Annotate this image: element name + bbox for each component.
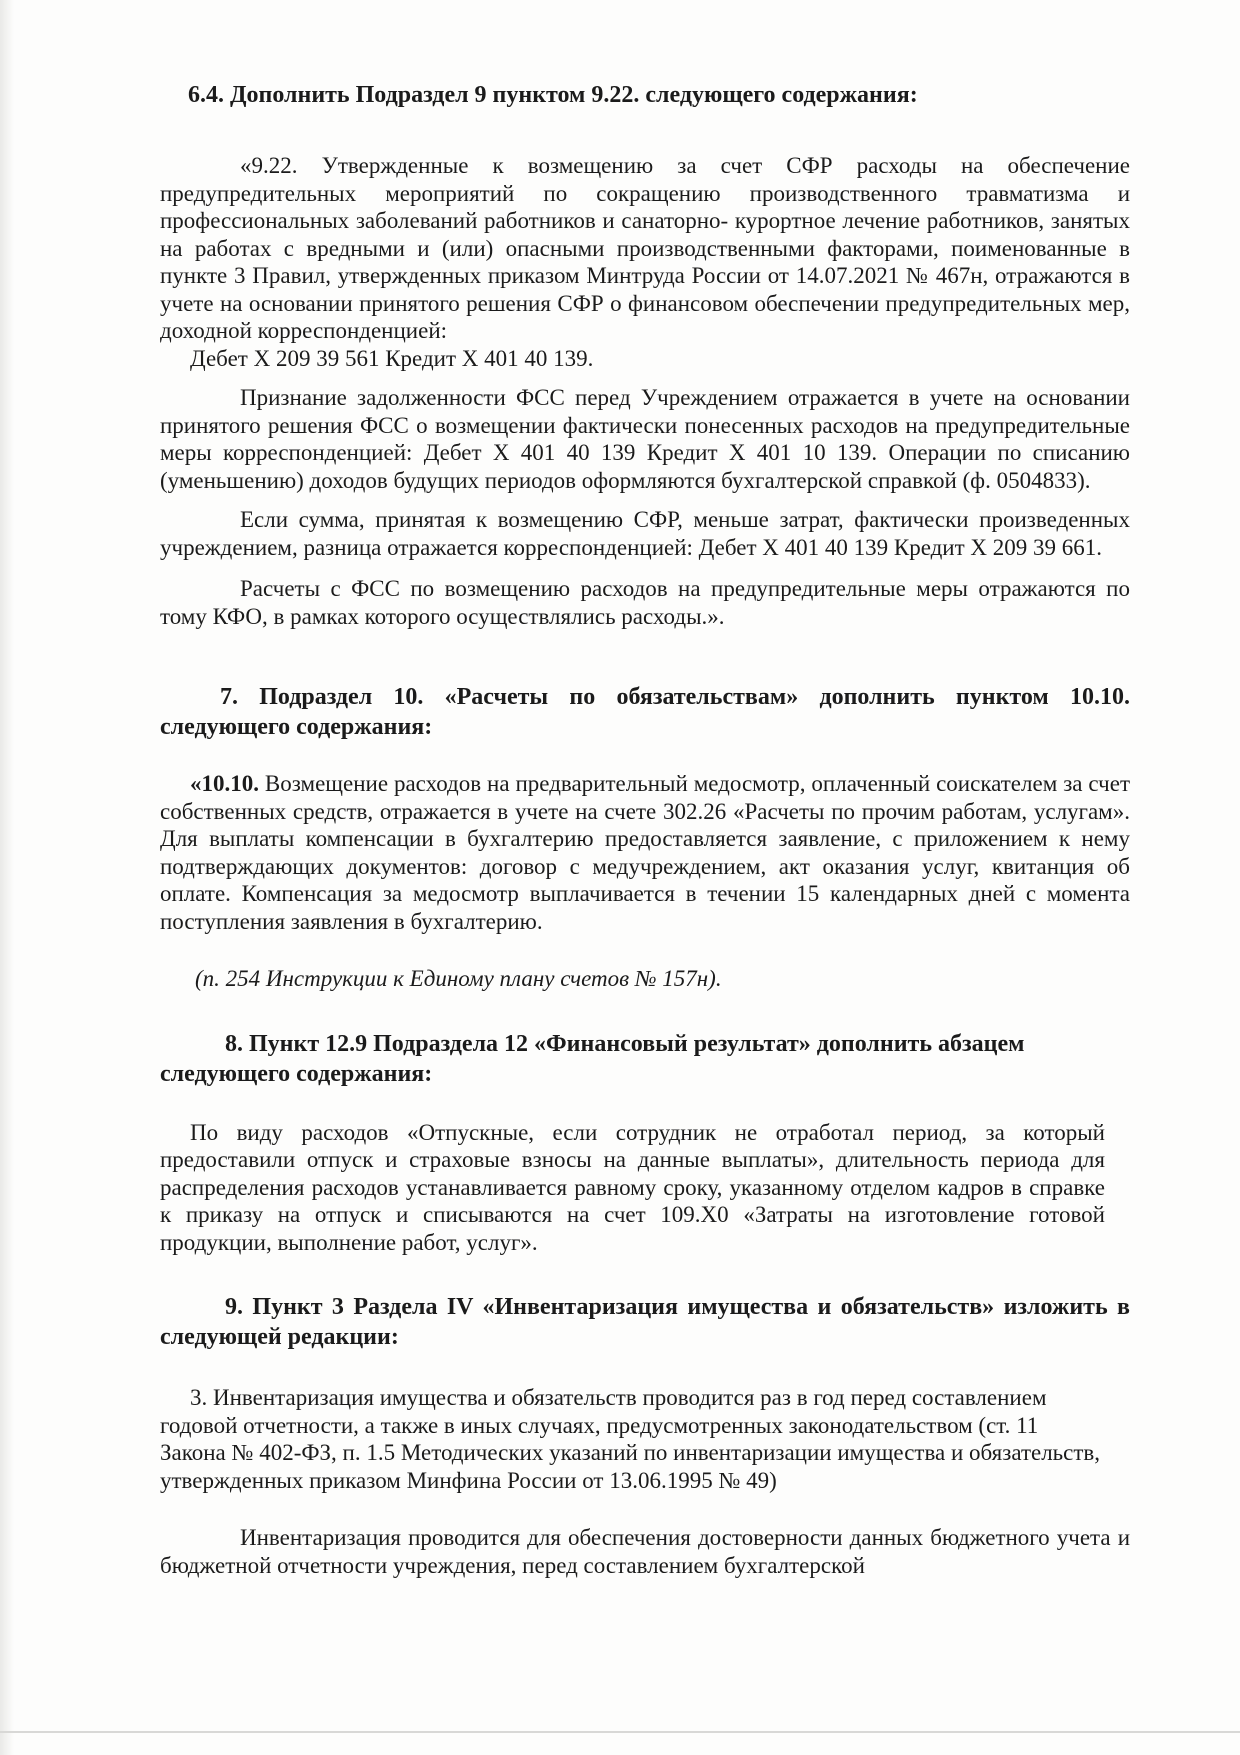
section-7-reference: (п. 254 Инструкции к Единому плану счетов № 157н). xyxy=(195,966,722,991)
section-7-heading: 7. Подраздел 10. «Расчеты по обязательствам» дополнить пунктом 10.10. следующего содержания: xyxy=(160,684,1130,740)
section-8-paragraph-1: По виду расходов «Отпускные, если сотрудник не отработал период, за который предоставили отпуск и страховые взносы на данные выплаты», длительность периода для распределения расходов устанавливается равному сроку, указанному отделом кадров в справке к приказу на отпуск и списываются на счет 109.Х0 «Затраты на изготовление готовой продукции, выполнение работ, услуг». xyxy=(160,1119,1105,1255)
scan-edge-shadow xyxy=(0,0,14,1755)
section-8-heading: 8. Пункт 12.9 Подраздела 12 «Финансовый результат» дополнить абзацем следующего содержания: xyxy=(160,1030,1025,1087)
section-6-4-paragraph-2: Признание задолженности ФСС перед Учреждением отражается в учете на основании принятого решения ФСС о возмещении фактически понесенных расходов на предупредительные меры корреспонденцией: Дебет Х 401 40 139 Кредит Х 401 10 139. Операции по списанию (уменьшению) доходов будущих периодов оформляются бухгалтерской справкой (ф. 0504833). xyxy=(160,385,1130,493)
section-9-paragraph-2: Инвентаризация проводится для обеспечения достоверности данных бюджетного учета и бюджетной отчетности учреждения, перед составлением бухгалтерской xyxy=(160,1525,1130,1578)
section-6-4-paragraph-3: Если сумма, принятая к возмещению СФР, меньше затрат, фактически произведенных учреждением, разница отражается корреспонденцией: Дебет Х 401 40 139 Кредит Х 209 39 661. xyxy=(160,507,1130,560)
section-9-paragraph-1: 3. Инвентаризация имущества и обязательств проводится раз в год перед составлением годовой отчетности, а также в иных случаях, предусмотренных законодательством (ст. 11 Закона № 402-ФЗ, п. 1.5 Методических указаний по инвентаризации имущества и обязательств, утвержденных приказом Минфина России от 13.06.1995 № 49) xyxy=(160,1385,1101,1493)
section-6-4-heading: 6.4. Дополнить Подраздел 9 пунктом 9.22. следующего содержания: xyxy=(188,82,918,108)
section-6-4-entry: Дебет Х 209 39 561 Кредит Х 401 40 139. xyxy=(190,345,594,371)
section-7-paragraph-1 xyxy=(160,770,1130,935)
section-7-lead: «10.10. xyxy=(190,771,259,796)
scan-bottom-edge xyxy=(0,1731,1240,1733)
section-7-text: Возмещение расходов на предварительный медосмотр, оплаченный соискателем за счет собственных средств, отражается в учете на счете 302.26 «Расчеты по прочим работам, услугам». Для выплаты компенсации в бухгалтерию предоставляется заявление, с приложением к нему подтверждающих документов: договор с медучреждением, акт оказания услуг, квитанция об оплате. Компенсация за медосмотр выплачивается в течении 15 календарных дней с момента поступления заявления в бухгалтерию. xyxy=(160,771,1130,934)
section-6-4-paragraph-4: Расчеты с ФСС по возмещению расходов на предупредительные меры отражаются по тому КФО, в рамках которого осуществлялись расходы.». xyxy=(160,576,1130,629)
section-6-4-paragraph-1: «9.22. Утвержденные к возмещению за счет СФР расходы на обеспечение предупредительных мероприятий по сокращению производственного травматизма и профессиональных заболеваний работников и санаторно- курортное лечение работников, занятых на работах с вредными и (или) опасными производственными факторами, поименованные в пункте 3 Правил, утвержденных приказом Минтруда России от 14.07.2021 № 467н, отражаются в учете на основании принятого решения СФР о финансовом обеспечении предупредительных мер, доходной корреспонденцией: xyxy=(160,153,1130,343)
document-body xyxy=(160,80,1130,1579)
section-9-heading: 9. Пункт 3 Раздела IV «Инвентаризация имущества и обязательств» изложить в следующей редакции: xyxy=(160,1294,1130,1350)
